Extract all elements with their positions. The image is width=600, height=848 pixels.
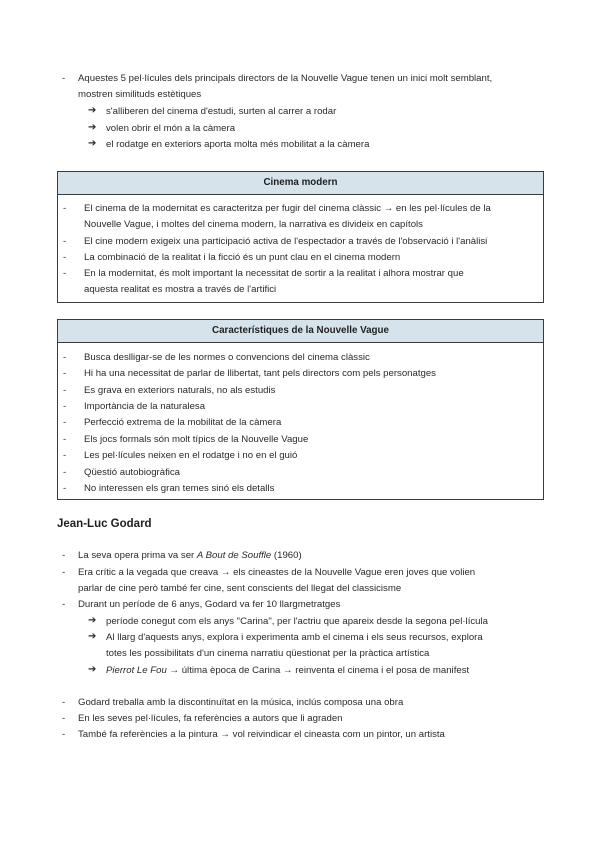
bullet-dash: - <box>62 550 66 561</box>
godard-point: parlar de cine però també fer cine, sent conscients del llegat del classicisme <box>78 583 402 594</box>
godard-point: També fa referències a la pintura → vol reivindicar el cineasta com un pintor, un artista <box>78 729 445 740</box>
bullet-dash: - <box>63 483 67 494</box>
godard-subpoint: Al llarg d'aquests anys, explora i experimenta amb el cinema i els seus recursos, explora <box>106 632 483 643</box>
box-list-item: Busca deslligar-se de les normes o convencions del cinema clàssic <box>84 352 370 363</box>
godard-subpoint: període conegut com els anys "Carina", per l'actriu que apareix desde la segona pel·lícula <box>106 616 488 627</box>
box-title: Cinema modern <box>58 172 543 195</box>
intro-text: Aquestes 5 pel·lícules dels principals directors de la Nouvelle Vague tenen un inici molt semblant, <box>78 73 493 84</box>
box-text: El cinema de la modernitat es caracteritza per fugir del cinema clàssic → en les pel·lícules de la <box>84 203 491 214</box>
box-list-item: Les pel·lícules neixen en el rodatge i no en el guió <box>84 450 298 461</box>
bullet-dash: - <box>63 450 67 461</box>
bullet-dash: - <box>63 434 67 445</box>
arrow-bullet-icon: ➔ <box>88 615 97 626</box>
bullet-dash: - <box>63 385 67 396</box>
bullet-dash: - <box>63 417 67 428</box>
arrow-bullet-icon: ➔ <box>88 122 97 133</box>
arrow-bullet-icon: ➔ <box>88 631 97 642</box>
bullet-dash: - <box>63 252 67 263</box>
box-text: La combinació de la realitat i la ficció és un punt clau en el cinema modern <box>84 252 401 263</box>
godard-point: La seva opera prima va ser A Bout de Souffle (1960) <box>78 550 302 561</box>
intro-subpoint: volen obrir el món a la càmera <box>106 123 236 134</box>
godard-subpoint: Pierrot Le Fou → última època de Carina → reinventa el cinema i el posa de manifest <box>106 665 470 676</box>
bullet-dash: - <box>63 203 67 214</box>
bullet-dash: - <box>62 729 66 740</box>
bullet-dash: - <box>62 697 66 708</box>
box-list-item: Perfecció extrema de la mobilitat de la càmera <box>84 417 282 428</box>
box-list-item: Els jocs formals són molt típics de la Nouvelle Vague <box>84 434 309 445</box>
bullet-dash: - <box>62 567 66 578</box>
godard-subpoint: totes les possibilitats d'un cinema narratiu qüestionat per la pràctica artística <box>106 648 430 659</box>
intro-subpoint: s'alliberen del cinema d'estudi, surten al carrer a rodar <box>106 106 337 117</box>
godard-point: Godard treballa amb la discontinuïtat en la música, inclús composa una obra <box>78 697 404 708</box>
godard-point: Durant un període de 6 anys, Godard va fer 10 llargmetratges <box>78 599 341 610</box>
box-list-item: Qüestió autobiogràfica <box>84 467 180 478</box>
arrow-bullet-icon: ➔ <box>88 105 97 116</box>
bullet-dash: - <box>63 401 67 412</box>
bullet-dash: - <box>62 599 66 610</box>
box-list-item: Importància de la naturalesa <box>84 401 206 412</box>
bullet-dash: - <box>62 73 66 84</box>
intro-subpoint: el rodatge en exteriors aporta molta més mobilitat a la càmera <box>106 139 370 150</box>
cinema-modern-box <box>57 171 544 303</box>
bullet-dash: - <box>63 268 67 279</box>
arrow-bullet-icon: ➔ <box>88 138 97 149</box>
arrow-bullet-icon: ➔ <box>88 664 97 675</box>
box-title: Característiques de la Nouvelle Vague <box>58 320 543 343</box>
section-heading: Jean-Luc Godard <box>57 518 152 530</box>
box-list-item: Es grava en exteriors naturals, no als estudis <box>84 385 276 396</box>
box-text: Nouvelle Vague, i moltes del cinema modern, la narrativa es divideix en capítols <box>84 219 423 230</box>
box-text: En la modernitat, és molt important la necessitat de sortir a la realitat i alhora mostrar que <box>84 268 464 279</box>
bullet-dash: - <box>63 368 67 379</box>
godard-point: En les seves pel·lícules, fa referències a autors que li agraden <box>78 713 343 724</box>
intro-text: mostren similituds estètiques <box>78 89 202 100</box>
box-text: aquesta realitat es mostra a través de l'artifici <box>84 284 277 295</box>
bullet-dash: - <box>63 467 67 478</box>
bullet-dash: - <box>63 352 67 363</box>
film-title: Pierrot Le Fou <box>106 665 167 676</box>
box-text: El cine modern exigeix una participació activa de l'espectador a través de l'observació i l'anàlisi <box>84 236 488 247</box>
box-list-item: Hi ha una necessitat de parlar de llibertat, tant pels directors com pels personatges <box>84 368 436 379</box>
bullet-dash: - <box>63 236 67 247</box>
film-title: A Bout de Souffle <box>196 550 272 561</box>
godard-point: Era crític a la vegada que creava → els cineastes de la Nouvelle Vague eren joves que volien <box>78 567 476 578</box>
nouvelle-vague-box <box>57 319 544 500</box>
bullet-dash: - <box>62 713 66 724</box>
box-list-item: No interessen els gran temes sinó els detalls <box>84 483 275 494</box>
